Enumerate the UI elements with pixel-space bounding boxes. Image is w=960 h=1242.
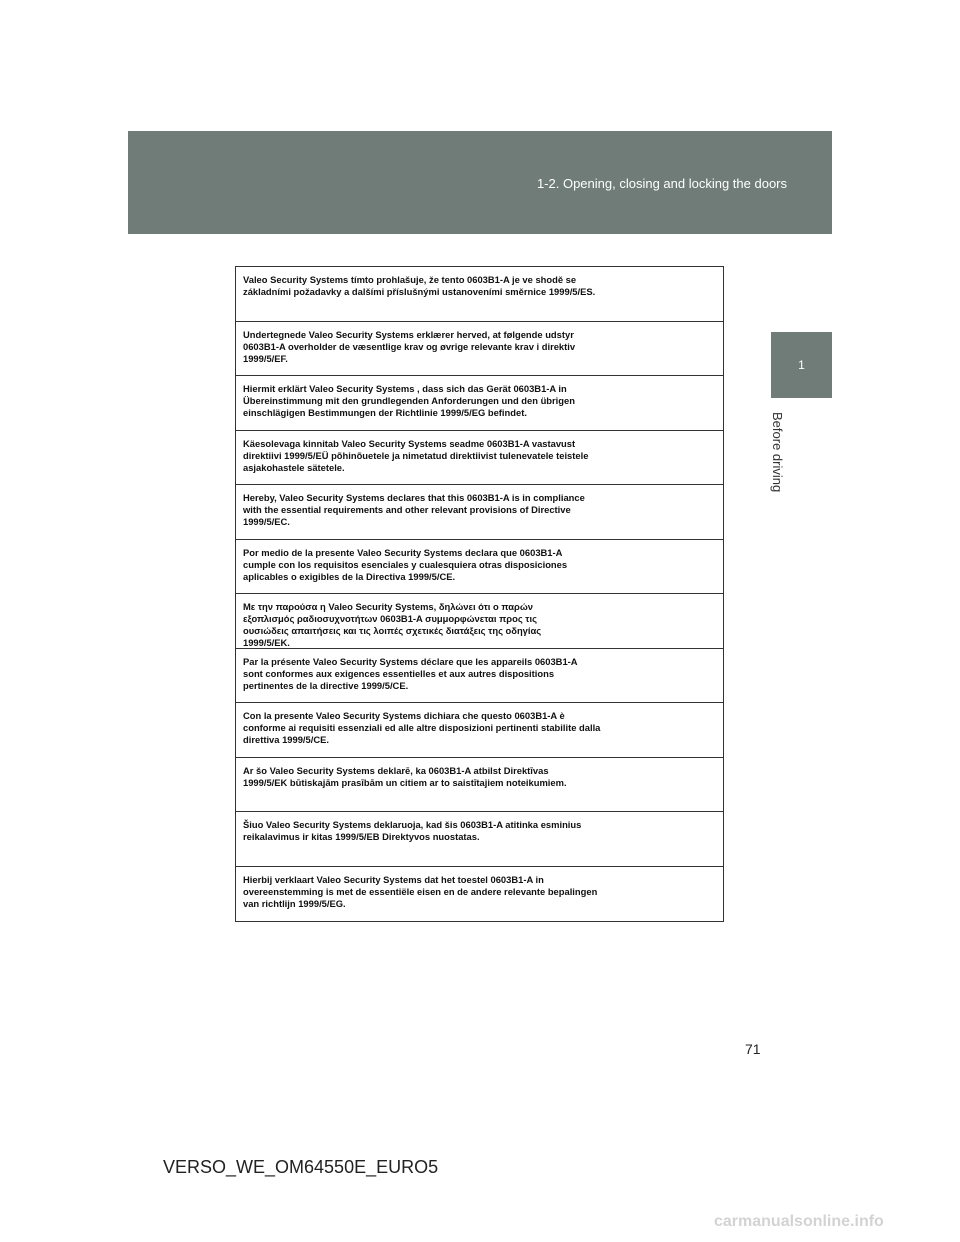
declaration-fr: Par la présente Valeo Security Systems déclare que les appareils 0603B1-A sont conformes aux exigences essentielles et aux autres dispositions pertinentes de la directive 1999/5/CE.	[236, 649, 723, 704]
declaration-cs: Valeo Security Systems tímto prohlašuje, že tento 0603B1-A je ve shodě se základními požadavky a dalšími příslušnými ustanoveními směrnice 1999/5/ES.	[236, 267, 723, 322]
chapter-label: Before driving	[770, 412, 785, 493]
declaration-es: Por medio de la presente Valeo Security Systems declara que 0603B1-A cumple con los requisitos esenciales y cualesquiera otras disposiciones aplicables o exigibles de la Directiva 1999/5/CE.	[236, 540, 723, 595]
header-band	[128, 131, 832, 234]
declaration-et: Käesolevaga kinnitab Valeo Security Systems seadme 0603B1-A vastavust direktiivi 1999/5/EÜ põhinõuetele ja nimetatud direktiivist tulenevatele teistele asjakohastele sätetele.	[236, 431, 723, 486]
declarations-table	[235, 266, 724, 922]
declaration-en: Hereby, Valeo Security Systems declares that this 0603B1-A is in compliance with the essential requirements and other relevant provisions of Directive 1999/5/EC.	[236, 485, 723, 540]
declaration-de: Hiermit erklärt Valeo Security Systems , dass sich das Gerät 0603B1-A in Übereinstimmung mit den grundlegenden Anforderungen und den übrigen einschlägigen Bestimmungen der Richtlinie 1999/5/EG befindet.	[236, 376, 723, 431]
declaration-nl: Hierbij verklaart Valeo Security Systems dat het toestel 0603B1-A in overeenstemming is met de essentiële eisen en de andere relevante bepalingen van richtlijn 1999/5/EG.	[243, 873, 598, 909]
document-code: VERSO_WE_OM64550E_EURO5	[163, 1157, 439, 1177]
declaration-da: Undertegnede Valeo Security Systems erklærer herved, at følgende udstyr 0603B1-A overholder de væsentlige krav og øvrige relevante krav i direktiv 1999/5/EF.	[236, 322, 723, 377]
chapter-tab: 1	[771, 332, 832, 398]
declaration-el: Με την παρούσα η Valeo Security Systems, δηλώνει ότι ο παρών εξοπλισμός ραδιοσυχνοτήτων 0603B1-A συμμορφώνεται προς τις ουσιώδεις απαιτήσεις και τις λοιπές σχετικές διατάξεις της οδηγίας 1999/5/EK.	[236, 594, 723, 649]
declaration-it: Con la presente Valeo Security Systems dichiara che questo 0603B1-A è conforme ai requisiti essenziali ed alle altre disposizioni pertinenti stabilite dalla direttiva 1999/5/CE.	[236, 703, 723, 758]
section-title: 1-2. Opening, closing and locking the doors	[536, 176, 787, 191]
page-number: 71	[745, 1041, 761, 1057]
declaration-lt: Šiuo Valeo Security Systems deklaruoja, kad šis 0603B1-A atitinka esminius reikalavimus ir kitas 1999/5/EB Direktyvos nuostatas.	[236, 812, 723, 867]
watermark: carmanualsonline.info	[714, 1213, 884, 1230]
declaration-lv: Ar šo Valeo Security Systems deklarē, ka 0603B1-A atbilst Direktīvas 1999/5/EK būtiskajām prasībām un citiem ar to saistītajiem noteikumiem.	[236, 758, 723, 813]
